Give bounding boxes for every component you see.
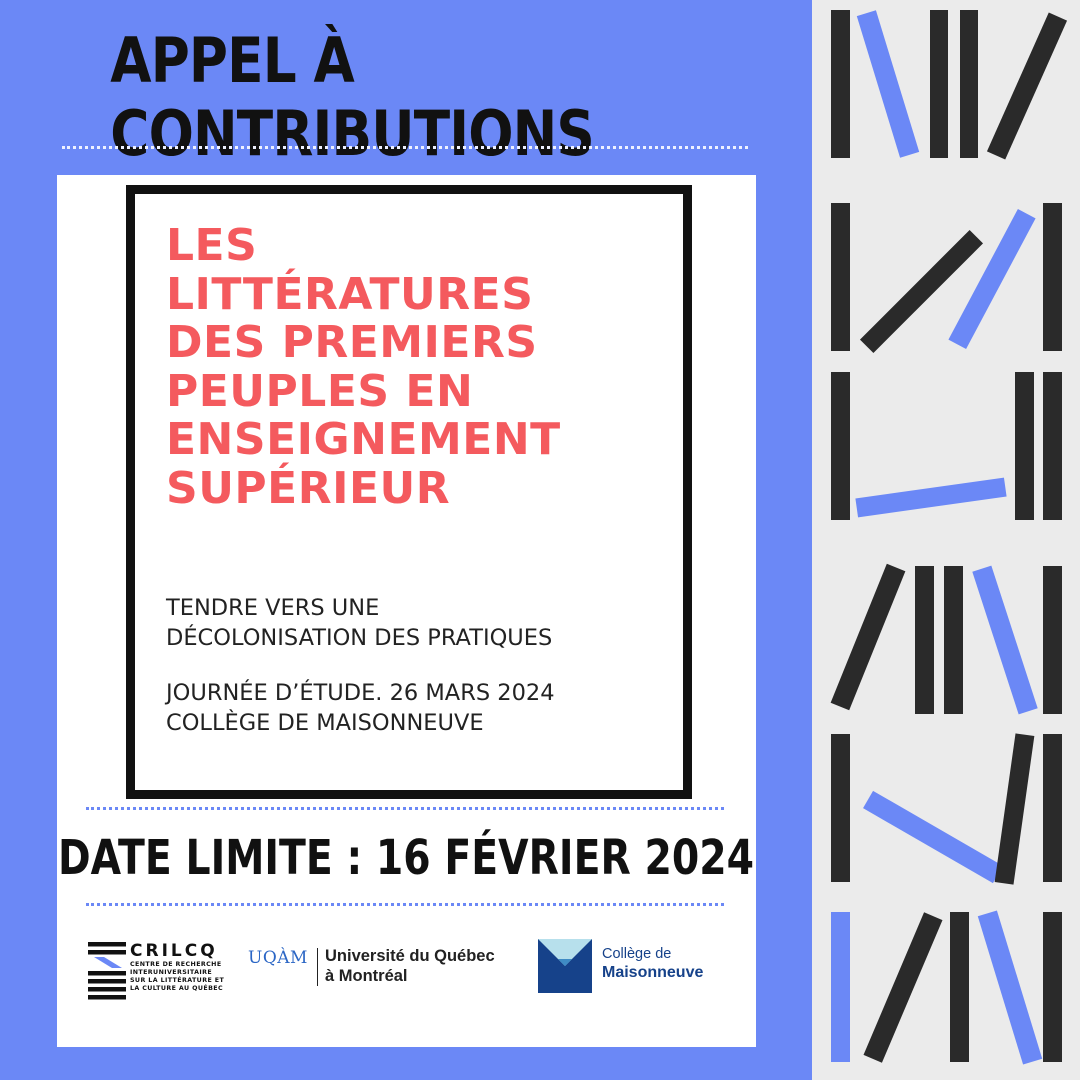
event-subtitle-line: DÉCOLONISATION DES PRATIQUES	[166, 625, 553, 651]
book-icon	[831, 10, 850, 158]
divider	[86, 903, 724, 906]
deadline-text: DATE LIMITE : 16 FÉVRIER 2024	[57, 830, 755, 886]
uqam-name-line: Université du Québec	[325, 947, 495, 965]
book-icon	[831, 372, 850, 520]
event-title-line: ENSEIGNEMENT	[166, 414, 561, 465]
event-date-line: JOURNÉE D’ÉTUDE. 26 MARS 2024	[166, 680, 555, 706]
book-icon	[930, 10, 948, 158]
crilcq-subtitle-line: SUR LA LITTÉRATURE ET	[130, 977, 225, 984]
book-icon	[950, 912, 969, 1062]
crilcq-subtitle	[130, 961, 250, 993]
book-icon	[831, 912, 850, 1062]
book-icon	[831, 203, 850, 351]
divider	[62, 146, 748, 149]
event-venue-line: COLLÈGE DE MAISONNEUVE	[166, 710, 484, 736]
maisonneuve-name-line: Collège de	[602, 946, 672, 962]
event-title-line: PEUPLES EN	[166, 365, 474, 417]
book-icon	[1043, 734, 1062, 882]
crilcq-mark-icon	[88, 940, 128, 1000]
book-icon	[1043, 203, 1062, 351]
event-subtitle	[166, 593, 666, 653]
book-icon	[978, 910, 1042, 1064]
uqam-mark: UQÀM	[248, 948, 308, 968]
page-title: APPEL À CONTRIBUTIONS	[110, 24, 594, 170]
bookshelf-decoration	[812, 0, 1080, 1080]
book-icon	[995, 733, 1035, 884]
book-icon	[915, 566, 934, 714]
book-icon	[987, 13, 1067, 160]
book-icon	[948, 209, 1035, 349]
crilcq-subtitle-line: INTERUNIVERSITAIRE	[130, 969, 213, 976]
crilcq-subtitle-line: CENTRE DE RECHERCHE	[130, 961, 222, 968]
crilcq-logo	[88, 940, 238, 1002]
book-icon	[863, 791, 1003, 883]
book-icon	[864, 912, 943, 1062]
book-icon	[857, 10, 919, 157]
book-icon	[831, 564, 906, 711]
logo-divider	[317, 948, 318, 986]
book-icon	[960, 10, 978, 158]
uqam-name-line: à Montréal	[325, 967, 408, 985]
book-icon	[1043, 566, 1062, 714]
event-title	[166, 222, 666, 513]
book-icon	[1043, 912, 1062, 1062]
maisonneuve-name-line: Maisonneuve	[602, 964, 704, 981]
book-icon	[944, 566, 963, 714]
event-title-line: LES	[166, 220, 258, 271]
crilcq-name: CRILCQ	[130, 941, 218, 961]
crilcq-subtitle-line: LA CULTURE AU QUÉBEC	[130, 985, 224, 992]
event-details	[166, 678, 666, 738]
event-title-line: DES PREMIERS	[166, 317, 538, 368]
book-icon	[972, 566, 1037, 715]
uqam-logo	[248, 946, 523, 994]
event-title-line: SUPÉRIEUR	[166, 462, 451, 514]
uqam-name	[325, 946, 495, 986]
event-title-line: LITTÉRATURES	[166, 268, 534, 320]
event-subtitle-line: TENDRE VERS UNE	[166, 595, 380, 621]
maisonneuve-logo	[538, 938, 728, 994]
book-icon	[855, 478, 1006, 518]
book-icon	[1015, 372, 1034, 520]
maisonneuve-mark-icon	[538, 939, 592, 993]
book-icon	[831, 734, 850, 882]
divider	[86, 807, 724, 810]
book-icon	[1043, 372, 1062, 520]
